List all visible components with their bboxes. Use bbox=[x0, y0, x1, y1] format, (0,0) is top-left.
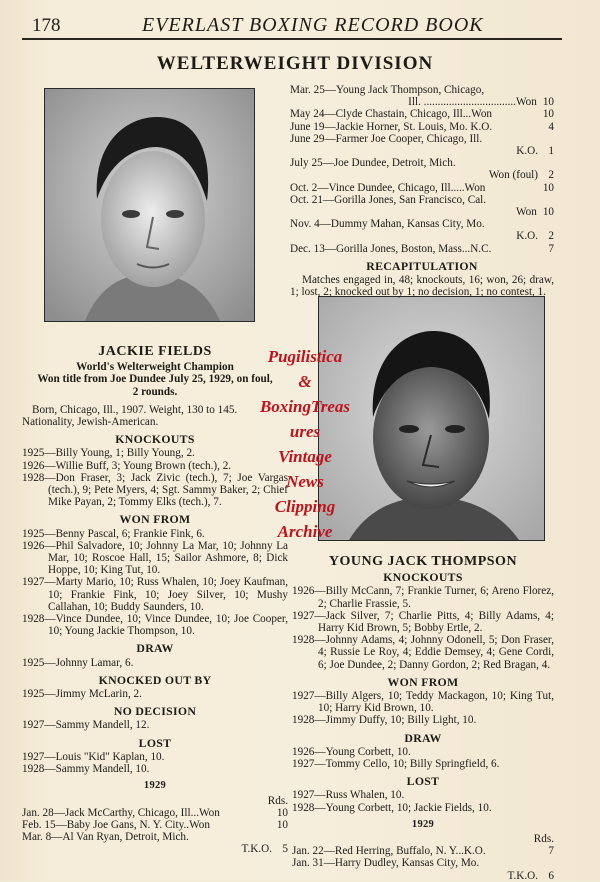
jackie-fields-photo bbox=[44, 88, 255, 322]
book-title: EVERLAST BOXING RECORD BOOK bbox=[142, 14, 484, 36]
bout-text: Mar. 25—Young Jack Thompson, Chicago, bbox=[290, 84, 485, 96]
section-heading: LOST bbox=[406, 774, 440, 789]
bout-rounds: 4 bbox=[548, 120, 554, 133]
bout-rounds bbox=[544, 133, 554, 145]
list-item: 1925—Benny Pascal, 6; Frankie Fink, 6. bbox=[22, 527, 205, 540]
bout-rounds: 10 bbox=[542, 108, 554, 121]
section-heading: DRAW bbox=[136, 641, 174, 656]
list-item: 1926—Billy McCann, 7; Frankie Turner, 6; Areno Florez, 2; Charlie Frassie, 5. bbox=[292, 585, 554, 610]
young-jack-thompson-record bbox=[292, 556, 554, 882]
lost-list bbox=[22, 751, 288, 775]
watermark-line: BoxingTreas bbox=[259, 397, 351, 416]
bout-text: Jan. 31—Harry Dudley, Kansas City, Mo. bbox=[292, 857, 480, 870]
bout-text: Nov. 4—Dummy Mahan, Kansas City, Mo. bbox=[290, 218, 485, 231]
bout-text: Won bbox=[515, 206, 537, 219]
lost-list bbox=[292, 789, 554, 813]
bout-row bbox=[290, 145, 554, 157]
watermark-line: Archive bbox=[277, 522, 333, 541]
bout-row bbox=[290, 243, 554, 255]
bout-rounds: 10 bbox=[276, 818, 288, 831]
year-heading: 1929 bbox=[411, 818, 435, 830]
bout-rounds: 7 bbox=[548, 242, 554, 255]
bout-text: May 24—Clyde Chastain, Chicago, Ill...Won bbox=[290, 108, 493, 121]
title-line: Won title from Joe Dundee July 25, 1929, on foul, bbox=[37, 373, 273, 386]
bout-rounds: 5 bbox=[282, 843, 288, 856]
list-item: 1926—Phil Salvadore, 10; Johnny La Mar, 10; Johnny La Mar, 10; Roscoe Hall, 15; Sailor Ashmore, 8; Dick Hoppe, 10; King Tut, 10. bbox=[22, 539, 288, 577]
bout-text: Oct. 2—Vince Dundee, Chicago, Ill.....Won bbox=[290, 181, 486, 194]
bout-text: Mar. 8—Al Van Ryan, Detroit, Mich. bbox=[22, 831, 189, 844]
bout-row bbox=[22, 843, 288, 855]
bout-row bbox=[292, 870, 554, 882]
list-item: 1928—Johnny Adams, 4; Johnny Odonell, 5; Don Fraser, 4; Russie Le Roy, 4; Eddie Demsey, 4; Gene Cordi, 6; Joe Dundee, 2; Danny Gordon, 2; Red Bragan, 4. bbox=[292, 634, 554, 671]
list-item: 1926—Young Corbett, 10. bbox=[292, 745, 411, 758]
bout-row bbox=[290, 133, 554, 145]
bout-text: T.K.O. bbox=[507, 869, 538, 882]
bout-text: July 25—Joe Dundee, Detroit, Mich. bbox=[290, 157, 456, 170]
bout-rounds: 2 bbox=[548, 230, 554, 243]
list-item: 1926—Willie Buff, 3; Young Brown (tech.), 2. bbox=[22, 459, 232, 472]
list-item: 1928—Young Corbett, 10; Jackie Fields, 10. bbox=[292, 801, 492, 814]
bout-row bbox=[290, 96, 554, 108]
bout-rounds: 1 bbox=[548, 145, 554, 158]
bout-row bbox=[290, 169, 554, 181]
list-item: 1925—Jimmy McLarin, 2. bbox=[22, 688, 142, 701]
draw-list bbox=[292, 746, 554, 770]
boxer-name: YOUNG JACK THOMPSON bbox=[328, 554, 518, 569]
bout-text: June 19—Jackie Horner, St. Louis, Mo. K.O. bbox=[290, 120, 493, 133]
watermark-line: Clipping bbox=[274, 497, 336, 516]
section-heading: WON FROM bbox=[387, 674, 459, 689]
section-heading: LOST bbox=[138, 735, 172, 750]
division-title: WELTERWEIGHT DIVISION bbox=[156, 53, 434, 74]
rounds-label: Rds. bbox=[267, 794, 288, 807]
list-item: 1927—Billy Algers, 10; Teddy Mackagon, 10; King Tut, 10; Harry Kid Brown, 10. bbox=[292, 690, 554, 715]
bout-rounds bbox=[544, 218, 554, 230]
list-item: 1925—Johnny Lamar, 6. bbox=[22, 656, 134, 669]
section-heading: KNOCKOUTS bbox=[115, 432, 195, 447]
fields-1929-record-continued bbox=[290, 84, 554, 298]
list-item: 1927—Russ Whalen, 10. bbox=[292, 789, 405, 802]
list-item: 1927—Louis "Kid" Kaplan, 10. bbox=[22, 750, 165, 763]
bout-rounds bbox=[544, 84, 554, 96]
bout-row bbox=[290, 182, 554, 194]
bout-text: Ill. .................................Won bbox=[408, 96, 537, 109]
section-heading: NO DECISION bbox=[113, 704, 197, 719]
running-header bbox=[22, 12, 562, 40]
bout-rounds: 10 bbox=[542, 181, 554, 194]
bout-text: K.O. bbox=[516, 230, 538, 243]
bout-rounds bbox=[544, 857, 554, 869]
bout-text: Oct. 21—Gorilla Jones, San Francisco, Cal. bbox=[290, 193, 487, 206]
bout-row bbox=[290, 230, 554, 242]
bout-text: Dec. 13—Gorilla Jones, Boston, Mass...N.C. bbox=[290, 242, 492, 255]
bio-text: Born, Chicago, Ill., 1907. Weight, 130 to 145. Nationality, Jewish-American. bbox=[22, 403, 238, 429]
bout-row bbox=[290, 84, 554, 96]
watermark-line: News bbox=[286, 472, 324, 491]
year-heading: 1929 bbox=[143, 780, 167, 792]
bout-rounds: 2 bbox=[548, 169, 554, 182]
bout-row bbox=[290, 218, 554, 230]
bout-list bbox=[292, 845, 554, 882]
rounds-label: Rds. bbox=[533, 833, 554, 846]
bout-row bbox=[290, 121, 554, 133]
watermark-line: & bbox=[298, 372, 312, 391]
bout-rounds bbox=[544, 194, 554, 206]
bout-row bbox=[22, 819, 288, 831]
bout-rounds bbox=[544, 157, 554, 169]
bout-list bbox=[22, 807, 288, 856]
bout-text: Jan. 28—Jack McCarthy, Chicago, Ill...Won bbox=[22, 806, 220, 819]
bout-text: K.O. bbox=[516, 145, 538, 158]
bout-row bbox=[22, 831, 288, 843]
list-item: 1927—Jack Silver, 7; Charlie Pitts, 4; Billy Adams, 4; Harry Kid Brown, 5; Bobby Ertle, 2. bbox=[292, 609, 554, 635]
watermark-line: ures bbox=[289, 422, 321, 441]
list-item: 1925—Billy Young, 1; Billy Young, 2. bbox=[22, 447, 195, 460]
won-from-list bbox=[22, 528, 288, 638]
recap-heading: RECAPITULATION bbox=[366, 258, 478, 273]
bout-text: Won (foul) bbox=[488, 169, 538, 182]
list-item: 1927—Marty Mario, 10; Russ Whalen, 10; Joey Kaufman, 10; Frankie Fink, 10; Joey Silver, 10; Mushy Callahan, 10; Buddy Saunders, 10. bbox=[22, 576, 288, 613]
bout-text: June 29—Farmer Joe Cooper, Chicago, Ill. bbox=[290, 132, 483, 145]
section-heading: WON FROM bbox=[119, 512, 191, 527]
title-line: World's Welterweight Champion bbox=[76, 361, 234, 374]
list-item: 1928—Don Fraser, 3; Jack Zivic (tech.), 7; Joe Vargas (tech.), 9; Pete Myers, 4; Sgt. Sammy Baker, 2; Chief Mike Payan, 2; Tommy Elks (tech.), 7. bbox=[22, 471, 288, 509]
section-heading: KNOCKED OUT BY bbox=[98, 672, 212, 687]
bout-list bbox=[290, 84, 554, 255]
bout-rounds: 6 bbox=[548, 869, 554, 882]
page-number: 178 bbox=[32, 15, 61, 36]
bout-rounds: 10 bbox=[542, 206, 554, 219]
won-from-list bbox=[292, 690, 554, 727]
bout-text: Jan. 22—Red Herring, Buffalo, N. Y...K.O. bbox=[292, 845, 486, 858]
list-item: 1927—Sammy Mandell, 12. bbox=[22, 719, 150, 732]
boxer-name: JACKIE FIELDS bbox=[98, 344, 212, 359]
bout-text: T.K.O. bbox=[241, 843, 272, 856]
section-heading: KNOCKOUTS bbox=[383, 570, 463, 585]
section-heading: DRAW bbox=[404, 730, 442, 745]
bout-row bbox=[292, 845, 554, 857]
list-item: 1928—Vince Dundee, 10; Vince Dundee, 10; Joe Cooper, 10; Young Jackie Thompson, 10. bbox=[22, 613, 288, 638]
list-item: 1928—Sammy Mandell, 10. bbox=[22, 763, 150, 776]
list-item: 1928—Jimmy Duffy, 10; Billy Light, 10. bbox=[292, 714, 477, 727]
bout-rounds: 10 bbox=[542, 96, 554, 109]
bout-row bbox=[290, 206, 554, 218]
knockouts-list bbox=[292, 585, 554, 670]
bout-rounds: 7 bbox=[548, 845, 554, 858]
bout-text: Feb. 15—Baby Joe Gans, N. Y. City..Won bbox=[22, 818, 210, 831]
bout-row bbox=[290, 108, 554, 120]
title-line: 2 rounds. bbox=[132, 385, 178, 398]
bout-row bbox=[290, 157, 554, 169]
bout-rounds bbox=[278, 831, 288, 843]
watermark bbox=[245, 344, 365, 544]
list-item: 1927—Tommy Cello, 10; Billy Springfield, 6. bbox=[292, 758, 500, 771]
bout-row bbox=[22, 807, 288, 819]
bout-row bbox=[290, 194, 554, 206]
recap-text: Matches engaged in, 48; knockouts, 16; won, 26; draw, 1; lost, 2; knocked out by 1; no decision, 1; no contest, 1. bbox=[290, 274, 554, 299]
bout-rounds: 10 bbox=[276, 806, 288, 819]
watermark-line: Vintage bbox=[278, 447, 332, 466]
watermark-line: Pugilistica bbox=[267, 347, 343, 366]
bout-row bbox=[292, 857, 554, 869]
